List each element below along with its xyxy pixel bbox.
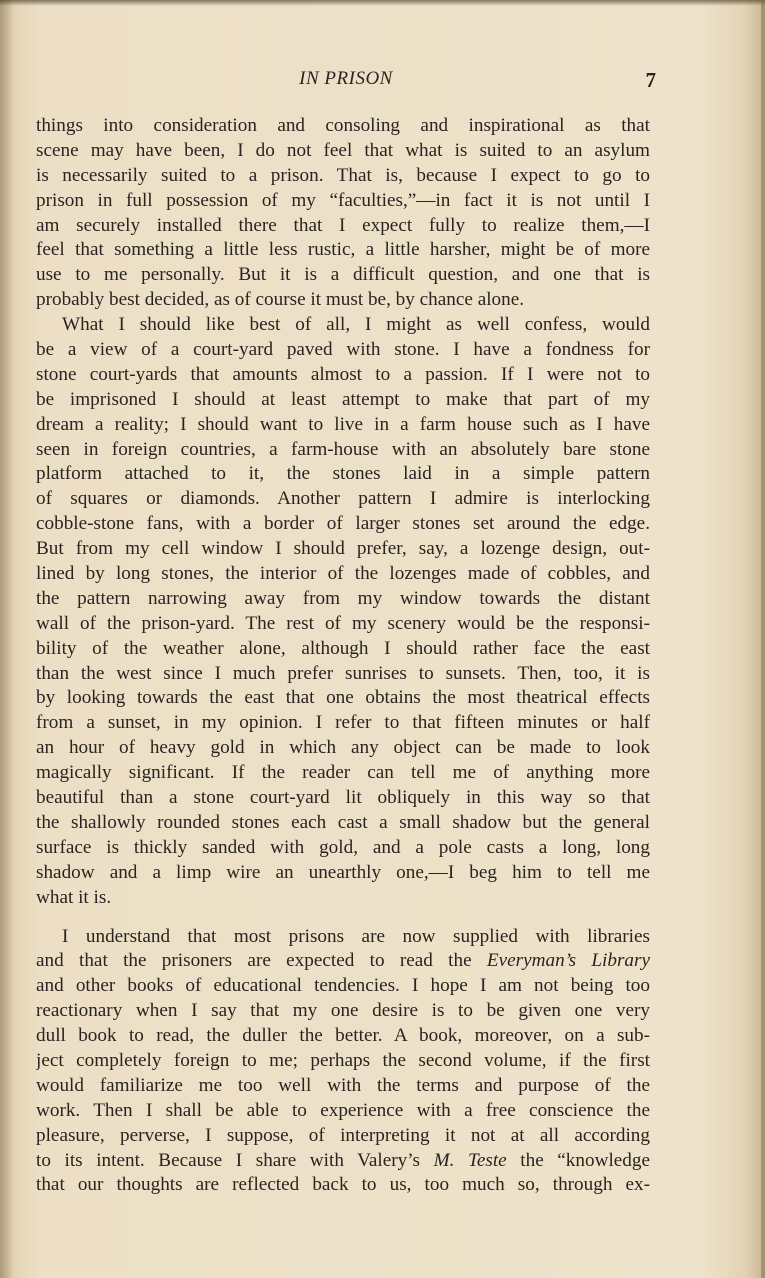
- text-line: reactionary when I say that my one desire is to be given one very: [36, 1000, 650, 1022]
- paragraph-1: [36, 114, 650, 313]
- text-line: ject completely foreign to me; perhaps the second volume, if the first: [36, 1049, 650, 1071]
- text-line: is necessarily suited to a prison. That is, because I expect to go to: [36, 164, 650, 186]
- text-line: bility of the weather alone, although I should rather face the east: [36, 637, 650, 659]
- text-line: cobble-stone fans, with a border of larger stones set around the edge.: [36, 513, 650, 535]
- text-line: to its intent. Because I share with Valery’s M. Teste the “knowledge: [36, 1149, 650, 1171]
- text-line: prison in full possession of my “faculties,”—in fact it is not until I: [36, 189, 650, 211]
- paragraph-2: [36, 313, 650, 910]
- text-line: stone court-yards that amounts almost to a passion. If I were not to: [36, 363, 650, 385]
- text-line: scene may have been, I do not feel that what is suited to an asylum: [36, 139, 650, 161]
- text-line: and other books of educational tendencies. I hope I am not being too: [36, 975, 650, 997]
- text-line: from a sunset, in my opinion. I refer to that fifteen minutes or half: [36, 712, 650, 734]
- text-line: beautiful than a stone court-yard lit obliquely in this way so that: [36, 787, 650, 809]
- text-line: use to me personally. But it is a difficult question, and one that is: [36, 264, 650, 286]
- paragraph-gap: [36, 911, 650, 925]
- text-line: and that the prisoners are expected to read the Everyman’s Library: [36, 950, 650, 972]
- running-title: IN PRISON: [299, 68, 393, 89]
- text-line: What I should like best of all, I might as well confess, would: [62, 314, 650, 336]
- text-line: pleasure, perverse, I suppose, of interpreting it not at all according: [36, 1124, 650, 1146]
- text-line: feel that something a little less rustic, a little harsher, might be of more: [36, 239, 650, 261]
- right-page-edge: [761, 0, 765, 1278]
- text-line: lined by long stones, the interior of the lozenges made of cobbles, and: [36, 563, 650, 585]
- page-number: 7: [645, 68, 656, 92]
- running-head: [36, 68, 656, 94]
- text-line: what it is.: [36, 886, 112, 908]
- text-line: am securely installed there that I expect fully to realize them,—I: [36, 214, 650, 236]
- text-line: wall of the prison-yard. The rest of my scenery would be the responsi-: [36, 612, 650, 634]
- text-line: dream a reality; I should want to live in a farm house such as I have: [36, 413, 650, 435]
- text-line: platform attached to it, the stones laid in a simple pattern: [36, 463, 650, 485]
- text-line: work. Then I shall be able to experience with a free conscience the: [36, 1099, 650, 1121]
- text-line: But from my cell window I should prefer, say, a lozenge design, out-: [36, 538, 650, 560]
- text-line: surface is thickly sanded with gold, and a pole casts a long, long: [36, 836, 650, 858]
- text-line: would familiarize me too well with the terms and purpose of the: [36, 1074, 650, 1096]
- text-line: probably best decided, as of course it must be, by chance alone.: [36, 289, 525, 311]
- text-line: seen in foreign countries, a farm-house with an absolutely bare stone: [36, 438, 650, 460]
- text-line: be imprisoned I should at least attempt to make that part of my: [36, 388, 650, 410]
- text-line: that our thoughts are reflected back to us, too much so, through ex-: [36, 1174, 650, 1196]
- text-line: an hour of heavy gold in which any object can be made to look: [36, 737, 650, 759]
- italic-title: M. Teste: [433, 1149, 507, 1171]
- text-line: be a view of a court-yard paved with stone. I have a fondness for: [36, 339, 650, 361]
- paragraph-3: [36, 925, 650, 1199]
- text-line: magically significant. If the reader can tell me of anything more: [36, 762, 650, 784]
- text-line: shadow and a limp wire an unearthly one,—I beg him to tell me: [36, 861, 650, 883]
- text-line: I understand that most prisons are now supplied with libraries: [62, 925, 650, 947]
- text-line: the shallowly rounded stones each cast a small shadow but the general: [36, 811, 650, 833]
- gutter-shadow: [0, 0, 14, 1278]
- text-line: than the west since I much prefer sunrises to sunsets. Then, too, it is: [36, 662, 650, 684]
- text-line: by looking towards the east that one obtains the most theatrical effects: [36, 687, 650, 709]
- text-line: the pattern narrowing away from my window towards the distant: [36, 587, 650, 609]
- italic-title: Everyman’s Library: [486, 950, 650, 972]
- top-edge-shadow: [0, 0, 765, 6]
- text-line: things into consideration and consoling and inspirational as that: [36, 115, 650, 136]
- text-line: of squares or diamonds. Another pattern I admire is interlocking: [36, 488, 650, 510]
- text-line: dull book to read, the duller the better. A book, moreover, on a sub-: [36, 1025, 650, 1047]
- body-text: [36, 114, 650, 1198]
